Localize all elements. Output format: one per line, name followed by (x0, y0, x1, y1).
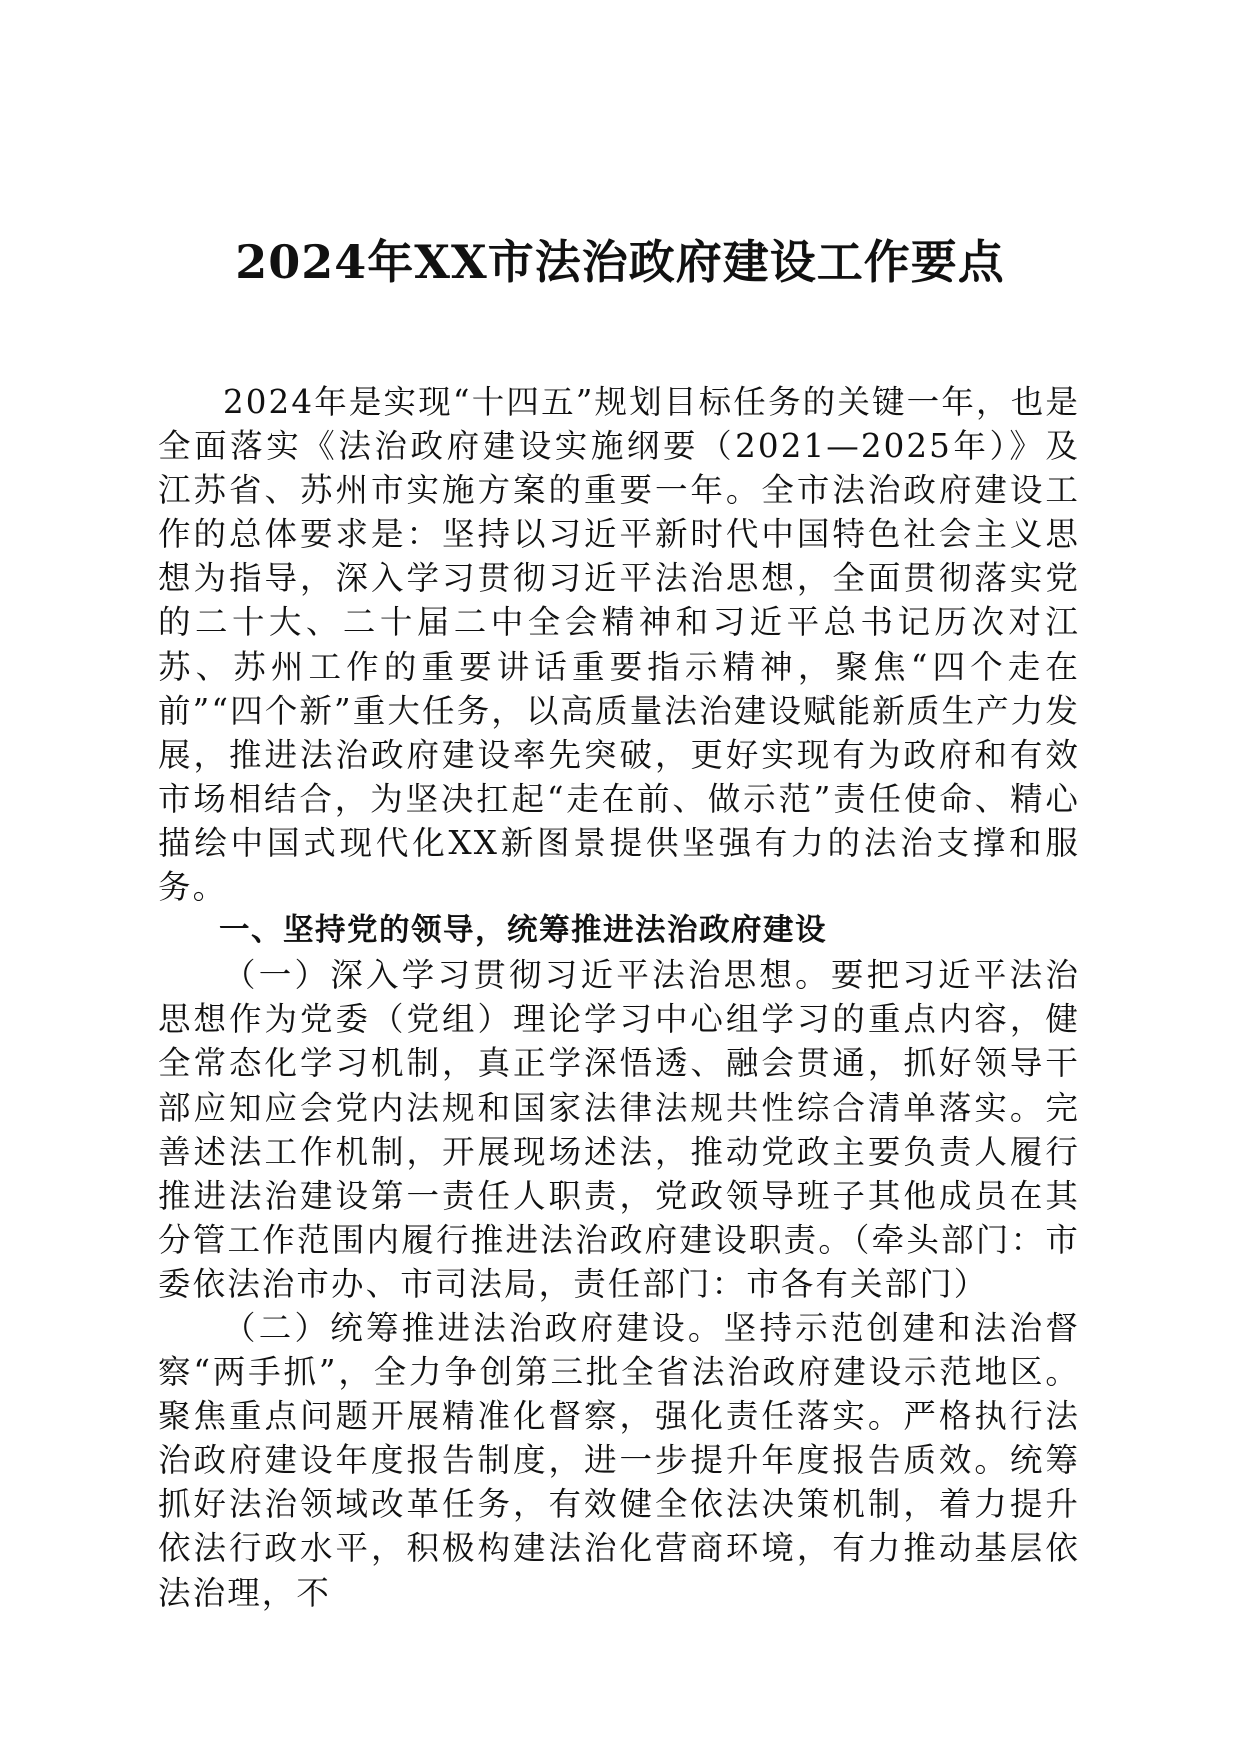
document-body (158, 380, 1080, 1615)
section-1-item-1: （一）深入学习贯彻习近平法治思想。要把习近平法治思想作为党委（党组）理论学习中心组学习的重点内容，健全常态化学习机制，真正学深悟透、融会贯通，抓好领导干部应知应会党内法规和国家法律法规共性综合清单落实。完善述法工作机制，开展现场述法，推动党政主要负责人履行推进法治建设第一责任人职责，党政领导班子其他成员在其分管工作范围内履行推进法治政府建设职责。（牵头部门：市委依法治市办、市司法局，责任部门：市各有关部门） (158, 956, 1080, 1303)
section-1-item-2: （二）统筹推进法治政府建设。坚持示范创建和法治督察“两手抓”，全力争创第三批全省法治政府建设示范地区。聚焦重点问题开展精准化督察，强化责任落实。严格执行法治政府建设年度报告制度，进一步提升年度报告质效。统筹抓好法治领域改革任务，有效健全依法决策机制，着力提升依法行政水平，积极构建法治化营商环境，有力推动基层依法治理，不 (158, 1308, 1080, 1612)
intro-paragraph: 2024年是实现“十四五”规划目标任务的关键一年，也是全面落实《法治政府建设实施纲要（2021—2025年）》及江苏省、苏州市实施方案的重要一年。全市法治政府建设工作的总体要求是：坚持以习近平新时代中国特色社会主义思想为指导，深入学习贯彻习近平法治思想，全面贯彻落实党的二十大、二十届二中全会精神和习近平总书记历次对江苏、苏州工作的重要讲话重要指示精神，聚焦“四个走在前”“四个新”重大任务，以高质量法治建设赋能新质生产力发展，推进法治政府建设率先突破，更好实现有为政府和有效市场相结合，为坚决扛起“走在前、做示范”责任使命、精心描绘中国式现代化XX新图景提供坚强有力的法治支撑和服务。 (158, 383, 1080, 907)
document-title: 2024年XX市法治政府建设工作要点 (235, 235, 1005, 289)
section-heading-1: 一、坚持党的领导，统筹推进法治政府建设 (219, 913, 827, 949)
